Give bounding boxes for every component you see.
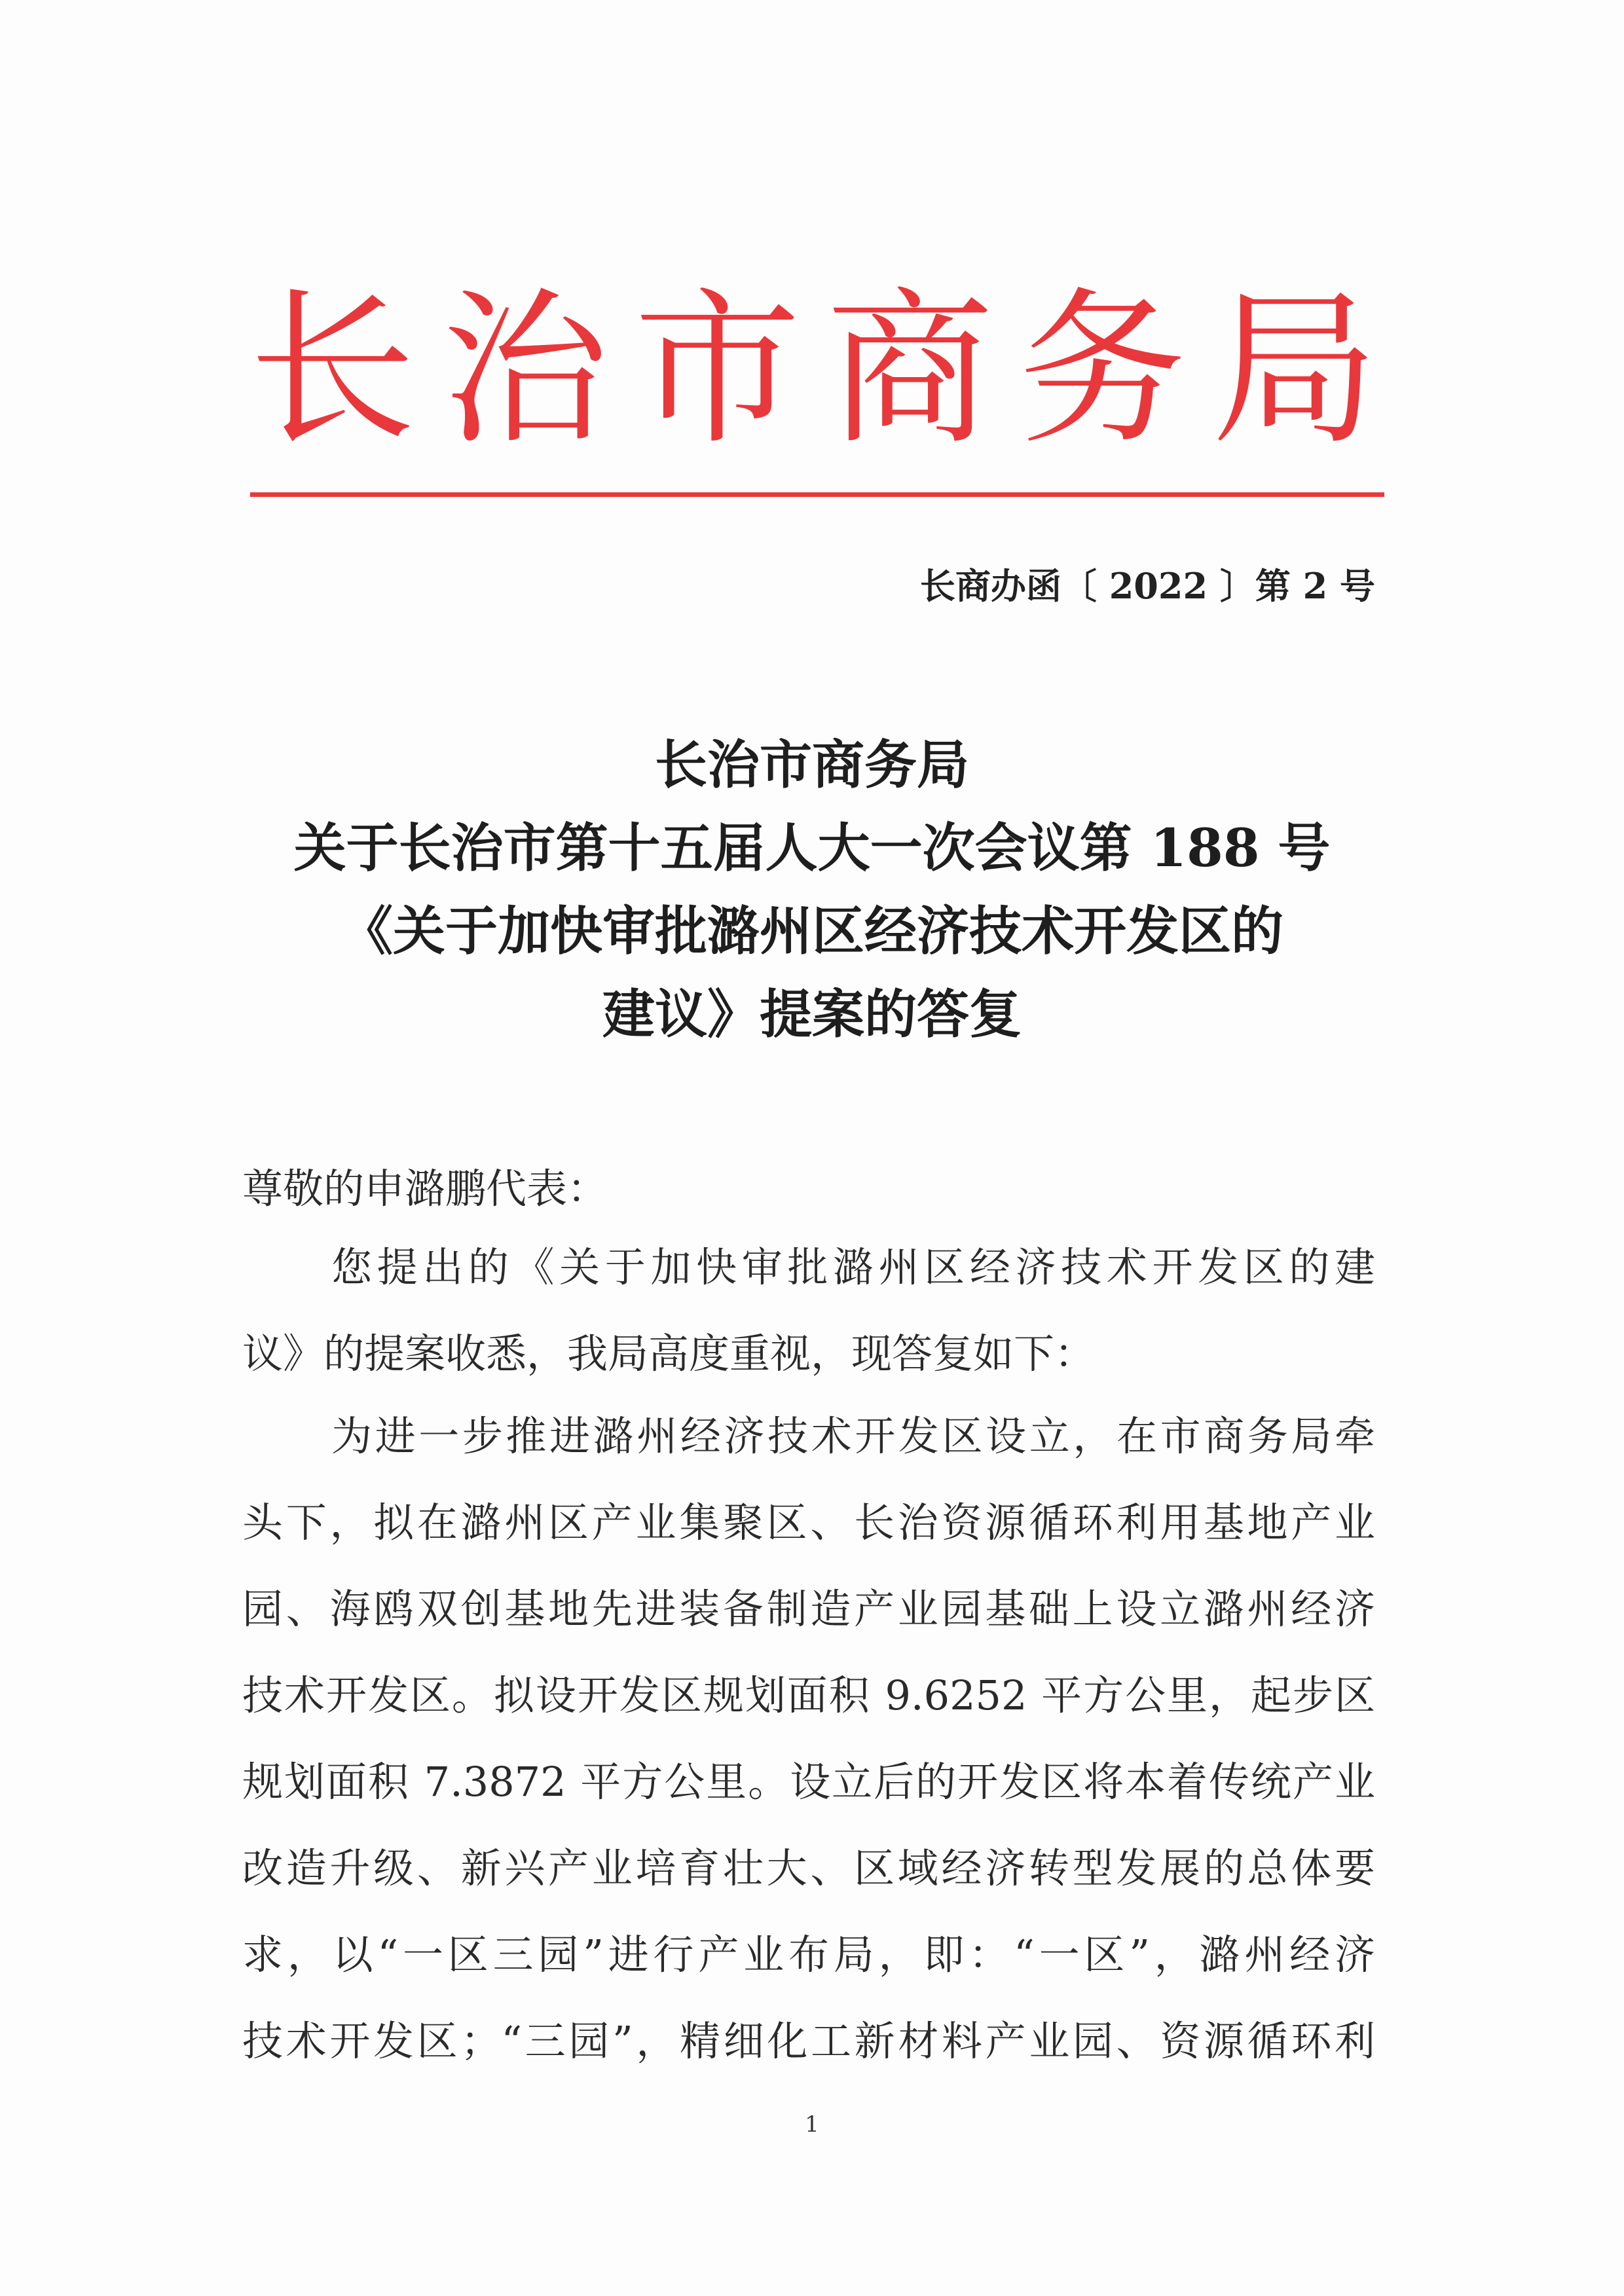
text-line: 求，以“一区三园”进行产业布局，即：“一区”，潞州经济: [242, 1931, 1375, 1978]
text-line: 头下，拟在潞州区产业集聚区、长治资源循环利用基地产业: [242, 1499, 1375, 1546]
org-letterhead: [249, 262, 1379, 478]
text-line: 议》的提案收悉，我局高度重视，现答复如下：: [242, 1330, 1096, 1377]
document-number: 长商办函〔 2022 〕第 2 号: [919, 565, 1375, 607]
text-line: 园、海鸥双创基地先进装备制造产业园基础上设立潞州经济: [242, 1585, 1375, 1633]
letterhead-char: 务: [1019, 272, 1187, 467]
title-line: 建议》提案的答复: [602, 983, 1022, 1045]
text-line: 技术开发区。拟设开发区规划面积 9.6252 平方公里，起步区: [242, 1671, 1375, 1719]
letterhead-char: 商: [826, 272, 994, 467]
document-title: [196, 723, 1428, 1056]
title-line: 长治市商务局: [655, 734, 969, 795]
salutation: 尊敬的申潞鹏代表：: [242, 1165, 608, 1212]
text-line: 规划面积 7.3872 平方公里。设立后的开发区将本着传统产业: [242, 1758, 1375, 1806]
letterhead-char: 治: [441, 272, 609, 467]
letterhead-char: 长: [249, 272, 416, 467]
paragraph-2: [242, 1393, 1375, 2085]
page-number: 1: [805, 2111, 819, 2138]
title-line: 关于长治市第十五届人大一次会议第 188 号: [293, 817, 1331, 879]
letterhead-divider: [250, 492, 1384, 497]
letterhead-char: 局: [1211, 272, 1379, 467]
text-line: 您提出的《关于加快审批潞州区经济技术开发区的建: [331, 1243, 1375, 1291]
paragraph-1: [242, 1224, 1375, 1397]
text-line: 改造升级、新兴产业培育壮大、区域经济转型发展的总体要: [242, 1844, 1375, 1892]
text-line: 为进一步推进潞州经济技术开发区设立，在市商务局牵: [331, 1412, 1375, 1460]
text-line: 技术开发区；“三园”，精细化工新材料产业园、资源循环利: [242, 2017, 1375, 2065]
letterhead-char: 市: [634, 272, 802, 467]
title-line: 《关于加快审批潞州区经济技术开发区的: [341, 900, 1283, 962]
